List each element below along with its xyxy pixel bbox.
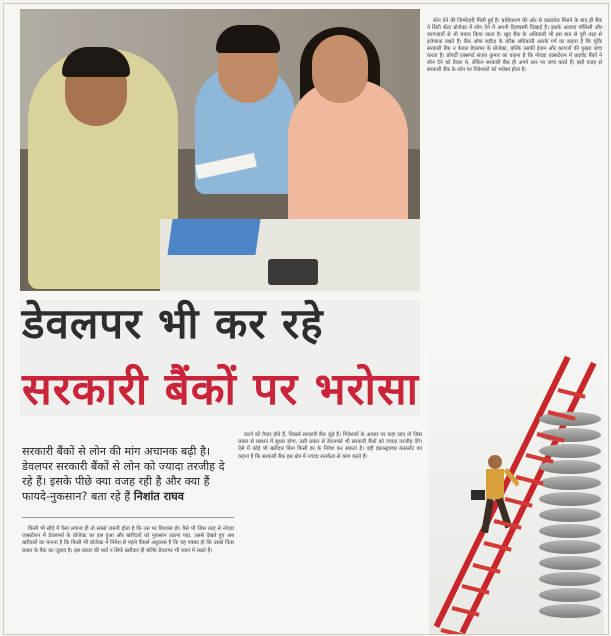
byline: निशांत राघव bbox=[133, 490, 184, 503]
coin bbox=[539, 556, 601, 570]
body-paragraph: करने को तैयार होते हैं, जिससे सरकारी बैंक जुड़े हैं। निवेशकों के आधार पर कहा जाए तो जिस प्रकार से प्रबंधन में सुधार होगा, उसी प्रकार से डेवलपर्स भी सरकारी बैंकों को ज्यादा तरजीह देंगे। ऐसे में कोई भी खरीदार बिना किसी डर के निवेश कर सकता है। वहीं इंफ्रास्ट्रक्चर कंसल्टेंट का कहना है कि सरकारी बैंक इस क्षेत्र में ज्यादा सतर्कता से काम करते हैं। bbox=[238, 432, 422, 460]
right-column-paragraph: लोन देने की जिम्मेदारी मिली हुई है। प्राधिकरण की ओर से दस्तावेज मिलने के बाद ही बैंक ने सिटी सेंटर प्रोजेक्ट में लोन देने में अपनी दिलचस्पी दिखाई है। इसके अलावा पॉलिसी और कागजातों से भी बचाव किया जाता है। खुद बैंक के अधिकारी भी इस बात से पूरी तरह से इत्तेफाक रखते हैं। बैंक ऑफ बड़ौदा के वरिष्ठ अधिकारी आरके गर्ग का कहना है कि चूंकि सरकारी बैंक न केवल डेवलपर के प्रोजेक्ट, बल्कि उसकी इंजन और कागजों की पुख्ता जांच करता है। प्रॉपर्टी एक्सपर्ट संजय कुमार का कहना है कि नोएडा एक्सटेंशन में प्राइवेट बैंकों ने लोन देने को तैयार थे, लेकिन सरकारी बैंक ही अपने स्तर पर जांच करते हैं। इसी वजह से सरकारी बैंक के लोन पर निवेशकों को भरोसा होता है। bbox=[427, 18, 602, 73]
right-column-text bbox=[427, 18, 602, 76]
coin bbox=[539, 508, 601, 522]
coin bbox=[539, 588, 601, 602]
article-deck bbox=[22, 444, 232, 504]
newspaper-clipping bbox=[3, 3, 609, 635]
body-column-b bbox=[238, 432, 422, 463]
headline-line-1: डेवलपर भी कर रहे bbox=[22, 299, 324, 348]
body-paragraph: किसी भी सौदे में पैसा लगाना ही तो सबसे जरूरी होता है कि उस पर विश्वास हो। वैसे भी जिस तरह से नोएडा एक्सटेंशन में डेवलपर्स के प्रोजेक्ट का हश्र हुआ और खरीदारों को नुकसान उठाना पड़ा, उससे देखते हुए अब खरीदारों का मानना है कि किसी भी प्रोजेक्ट में निवेश से पहले बैंकर्स अप्रूवल्स है कि यह पक्का हो कि उससे किस प्रकार के बैंक का जुड़ाव है। इस प्रकार की बातें न सिर्फ खरीदार ही बल्कि डेवलपर भी ध्यान में रखते हैं। bbox=[22, 526, 234, 554]
headline-line-2: सरकारी बैंकों पर भरोसा bbox=[22, 364, 420, 415]
coin bbox=[539, 476, 601, 490]
coin bbox=[539, 524, 601, 538]
ladder-illustration bbox=[429, 352, 604, 634]
coin bbox=[539, 604, 601, 618]
coin bbox=[539, 572, 601, 586]
photo-client-man-hair bbox=[216, 25, 280, 53]
deck-divider bbox=[22, 517, 234, 518]
photo-blue-folder bbox=[167, 219, 260, 255]
coin bbox=[539, 492, 601, 506]
coin bbox=[539, 444, 601, 458]
article-photo bbox=[20, 9, 420, 291]
coin bbox=[539, 540, 601, 554]
businessman-climbing-icon bbox=[469, 452, 519, 542]
photo-calculator bbox=[268, 259, 318, 285]
coin-stack bbox=[539, 412, 603, 622]
body-column-a bbox=[22, 526, 234, 557]
deck-text: सरकारी बैंकों से लोन की मांग अचानक बढ़ी है। डेवलपर सरकारी बैंकों से लोन को ज्यादा तरजीह दे रहे हैं। इसके पीछे क्या वजह रही है और क्या हैं फायदे-नुकसान? बता रहे हैं bbox=[22, 445, 225, 503]
photo-client-woman-head bbox=[312, 35, 368, 103]
photo-agent-hair bbox=[62, 47, 130, 77]
